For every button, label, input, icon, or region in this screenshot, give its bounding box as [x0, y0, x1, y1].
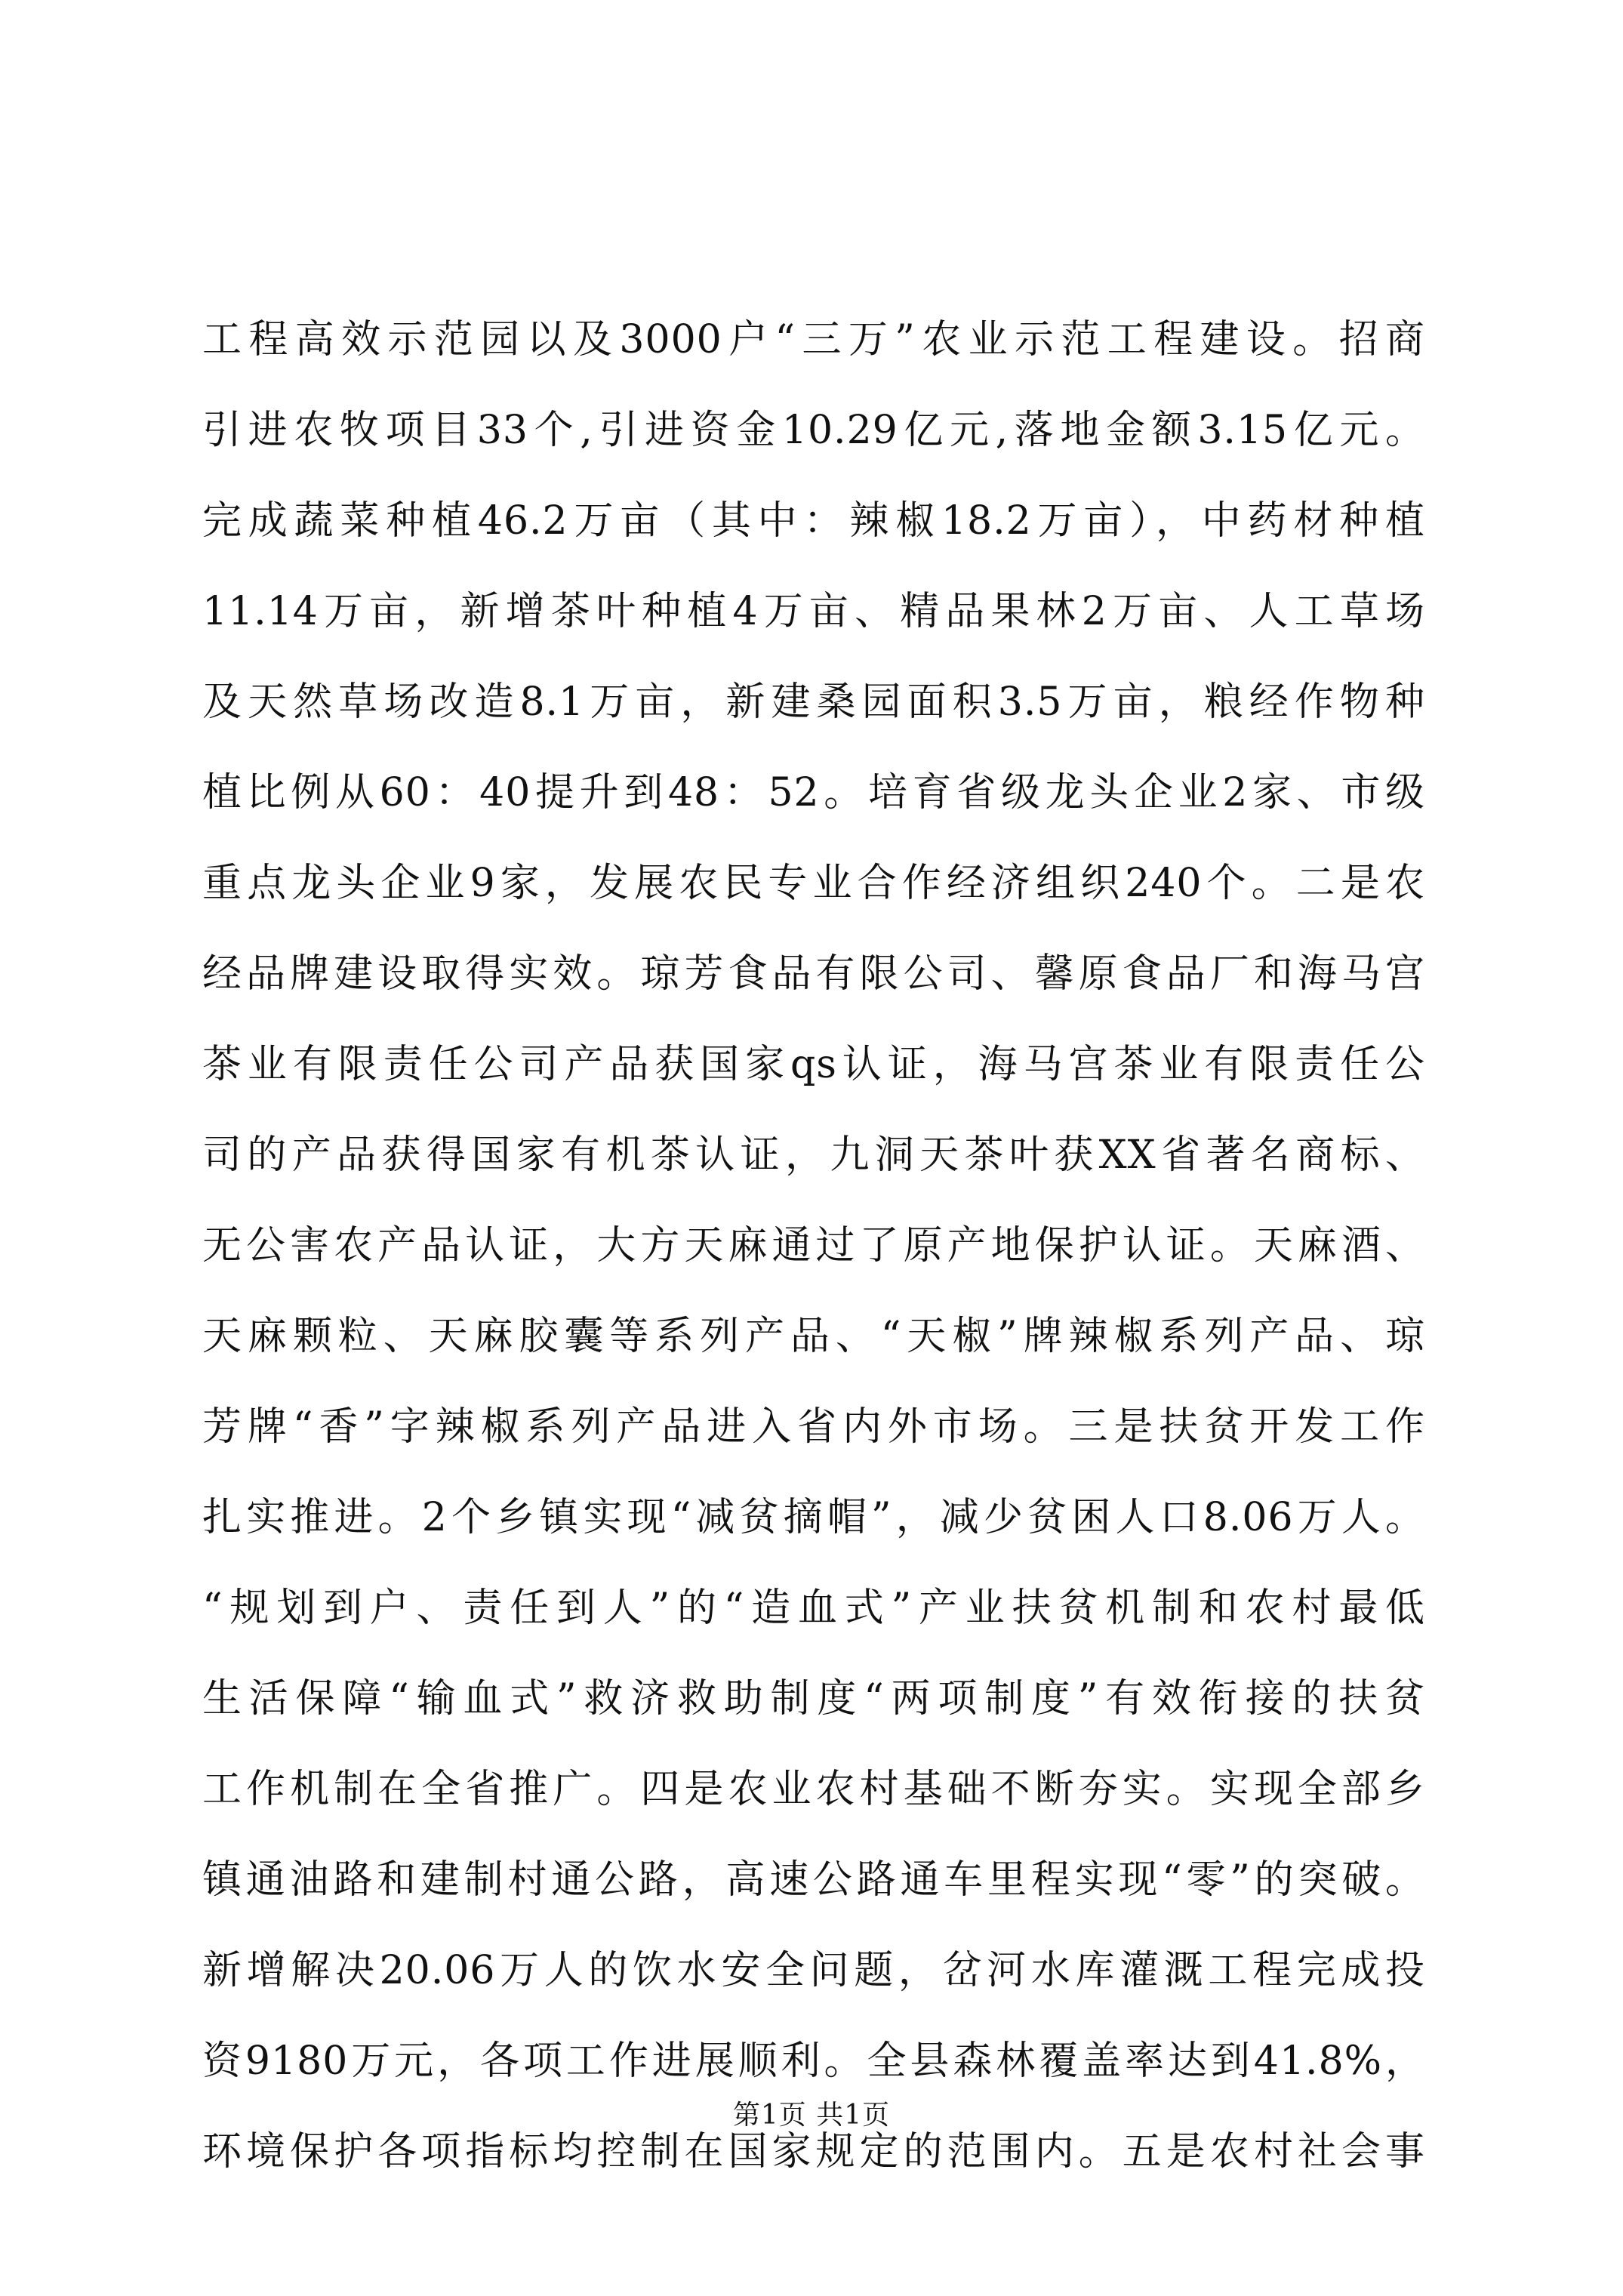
text-line: 茶业有限责任公司产品获国家qs认证，海马宫茶业有限责任公: [202, 1042, 1425, 1087]
text-line: 资9180万元，各项工作进展顺利。全县森林覆盖率达到41.8%，: [202, 2039, 1425, 2084]
page-number: 第1页 共1页: [732, 2100, 891, 2131]
text-line: 天麻颗粒、天麻胶囊等系列产品、“天椒”牌辣椒系列产品、琼: [202, 1314, 1425, 1359]
text-line: 植比例从60：40提升到48：52。培育省级龙头企业2家、市级: [202, 770, 1425, 815]
text-line: 生活保障“输血式”救济救助制度“两项制度”有效衔接的扶贫: [202, 1676, 1425, 1721]
text-line: 重点龙头企业9家，发展农民专业合作经济组织240个。二是农: [202, 861, 1425, 906]
text-line: 扎实推进。2个乡镇实现“减贫摘帽”，减少贫困人口8.06万人。: [202, 1495, 1425, 1540]
text-line: “规划到户、责任到人”的“造血式”产业扶贫机制和农村最低: [202, 1586, 1425, 1631]
text-line: 完成蔬菜种植46.2万亩（其中：辣椒18.2万亩），中药材种植: [202, 498, 1425, 544]
text-line: 司的产品获得国家有机茶认证，九洞天茶叶获XX省著名商标、: [202, 1133, 1425, 1178]
text-line: 芳牌“香”字辣椒系列产品进入省内外市场。三是扶贫开发工作: [202, 1404, 1425, 1450]
text-line: 引进农牧项目33个,引进资金10.29亿元,落地金额3.15亿元。: [202, 408, 1425, 453]
text-line: 工程高效示范园以及3000户“三万”农业示范工程建设。招商: [202, 317, 1425, 362]
text-line: 工作机制在全省推广。四是农业农村基础不断夯实。实现全部乡: [202, 1767, 1425, 1812]
text-line: 新增解决20.06万人的饮水安全问题，岔河水库灌溉工程完成投: [202, 1948, 1425, 1993]
text-line: 环境保护各项指标均控制在国家规定的范围内。五是农村社会事: [202, 2129, 1425, 2174]
text-line: 镇通油路和建制村通公路，高速公路通车里程实现“零”的突破。: [202, 1857, 1425, 1903]
text-line: 经品牌建设取得实效。琼芳食品有限公司、馨原食品厂和海马宫: [202, 951, 1425, 997]
page-footer: [0, 2099, 1623, 2132]
text-line: 11.14万亩，新增茶叶种植4万亩、精品果林2万亩、人工草场: [202, 589, 1425, 634]
text-line: 及天然草场改造8.1万亩，新建桑园面积3.5万亩，粮经作物种: [202, 680, 1425, 725]
text-line: 无公害农产品认证，大方天麻通过了原产地保护认证。天麻酒、: [202, 1223, 1425, 1268]
body-text: [202, 294, 1425, 2197]
